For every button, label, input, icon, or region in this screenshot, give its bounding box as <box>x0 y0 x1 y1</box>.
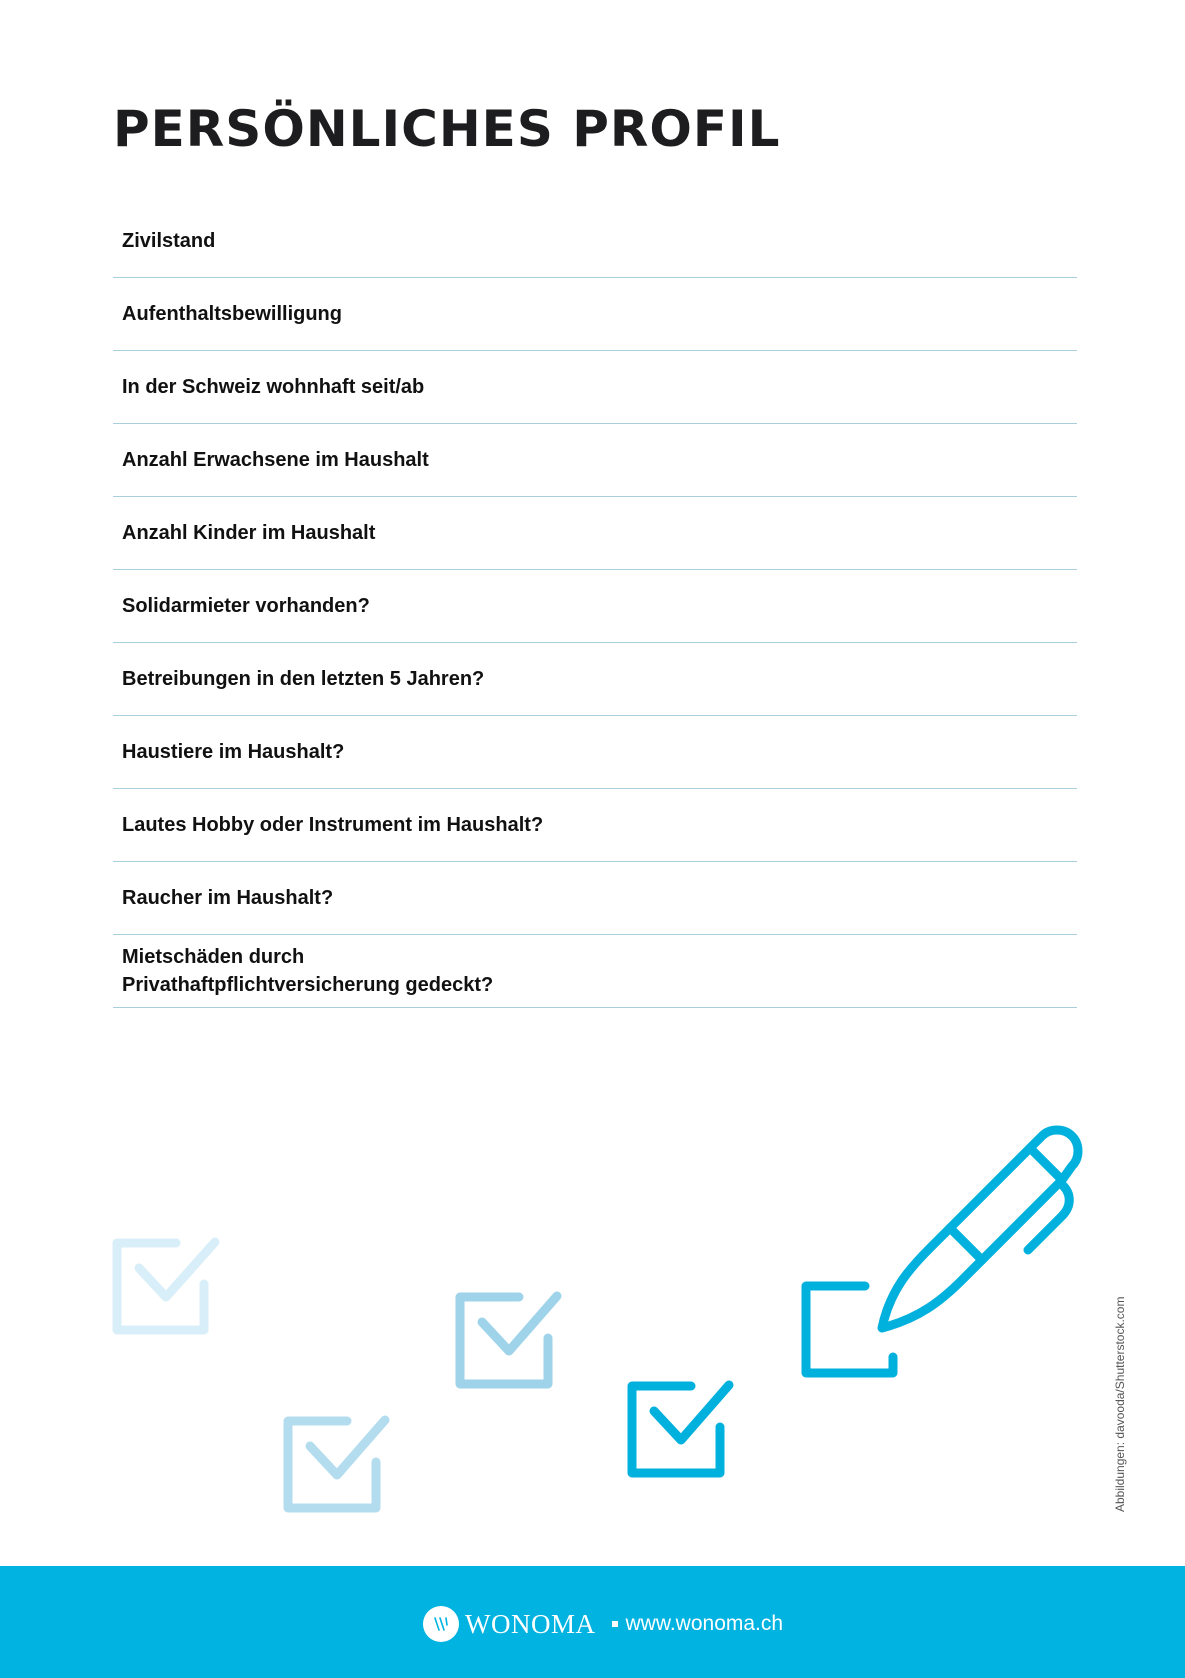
field-label: Anzahl Erwachsene im Haushalt <box>122 449 429 471</box>
wonoma-logo-icon <box>423 1606 459 1642</box>
field-label: Anzahl Kinder im Haushalt <box>122 522 376 544</box>
brand-name: WONOMA <box>465 1608 596 1639</box>
checkbox-checked-icon <box>117 1242 215 1330</box>
field-row-anzahl-erwachsene[interactable] <box>113 424 1077 497</box>
field-row-mietschaeden[interactable] <box>113 935 1077 1008</box>
image-credit: Abbildungen: davooda/Shutterstock.com <box>1113 1296 1127 1512</box>
field-row-lautes-hobby[interactable] <box>113 789 1077 862</box>
field-row-anzahl-kinder[interactable] <box>113 497 1077 570</box>
field-label: Haustiere im Haushalt? <box>122 741 345 763</box>
field-label: Raucher im Haushalt? <box>122 887 334 909</box>
checkbox-checked-icon <box>288 1420 385 1508</box>
field-label: Lautes Hobby oder Instrument im Haushalt? <box>122 814 544 836</box>
field-row-solidarmieter[interactable] <box>113 570 1077 643</box>
field-row-wohnhaft-seit[interactable] <box>113 351 1077 424</box>
footer <box>0 1566 1185 1678</box>
field-row-zivilstand[interactable] <box>113 205 1077 278</box>
field-label: In der Schweiz wohnhaft seit/ab <box>122 376 425 398</box>
pen-icon <box>806 1130 1078 1373</box>
checkbox-checked-icon <box>460 1296 557 1384</box>
illustration <box>0 1110 1185 1530</box>
field-row-aufenthaltsbewilligung[interactable] <box>113 278 1077 351</box>
field-label-line2: Privathaftpflichtversicherung gedeckt? <box>122 974 494 996</box>
field-label <box>122 943 493 999</box>
field-label: Aufenthaltsbewilligung <box>122 303 342 325</box>
field-label: Solidarmieter vorhanden? <box>122 595 370 617</box>
checkbox-checked-icon <box>632 1385 729 1473</box>
separator-dot <box>612 1621 618 1627</box>
field-row-betreibungen[interactable] <box>113 643 1077 716</box>
field-row-haustiere[interactable] <box>113 716 1077 789</box>
page-title: PERSÖNLICHES PROFIL <box>113 100 781 158</box>
field-label: Zivilstand <box>122 230 216 252</box>
field-row-raucher[interactable] <box>113 862 1077 935</box>
field-label: Betreibungen in den letzten 5 Jahren? <box>122 668 485 690</box>
field-label-line1: Mietschäden durch <box>122 946 305 968</box>
profile-fields <box>113 205 1077 1008</box>
website-link[interactable]: www.wonoma.ch <box>625 1612 784 1635</box>
